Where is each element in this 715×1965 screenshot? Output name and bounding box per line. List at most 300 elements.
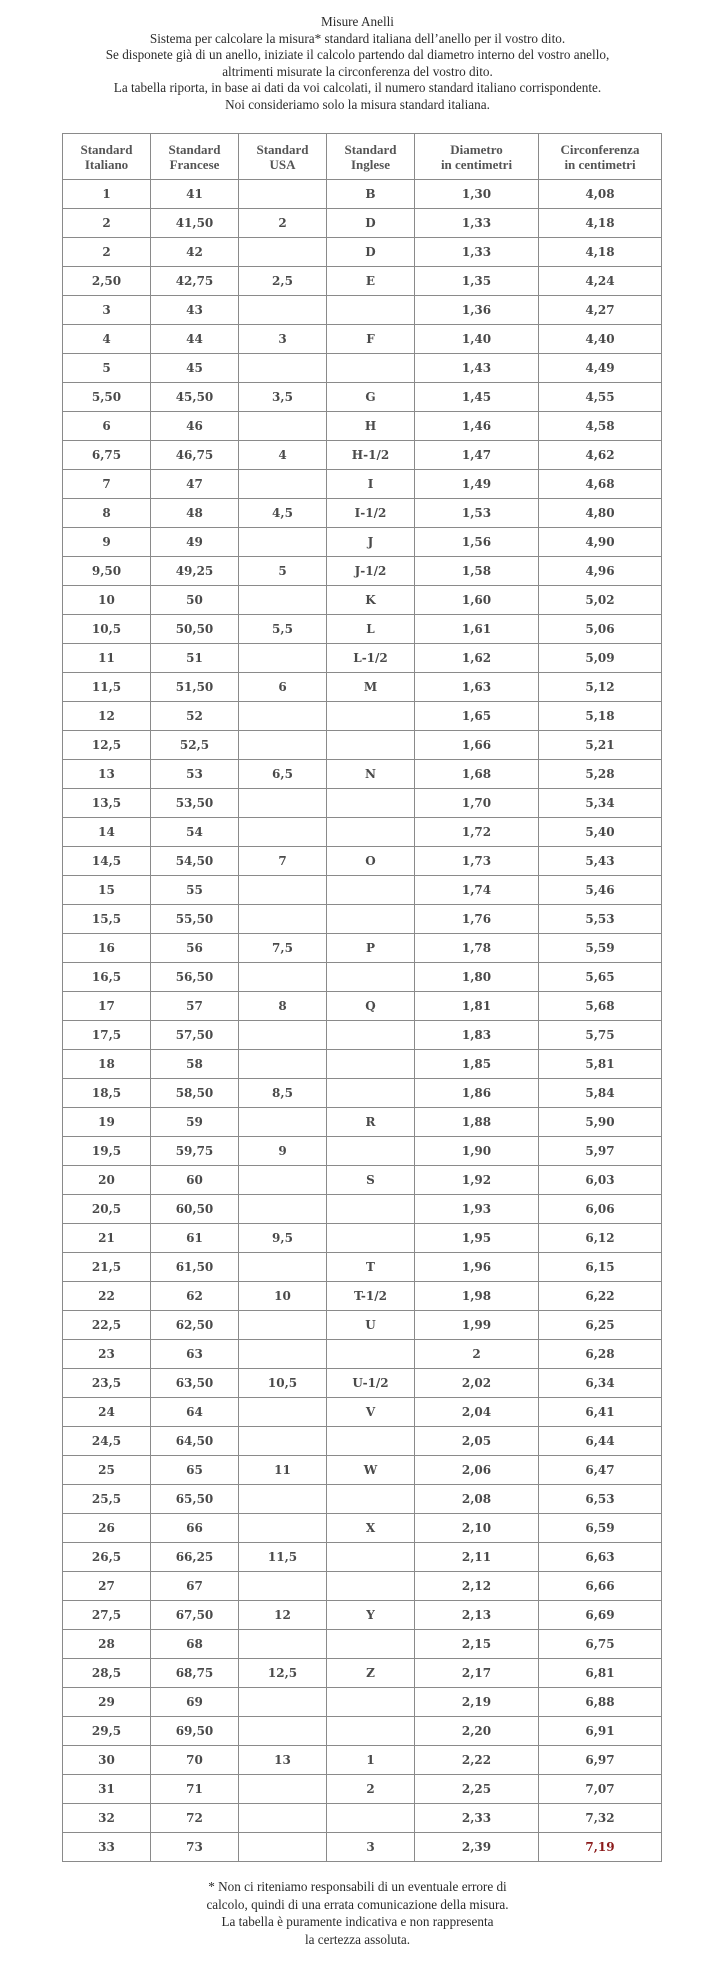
table-cell [327,1543,415,1572]
table-cell [239,1804,327,1833]
column-header-line: Inglese [351,156,390,172]
table-cell: 23 [63,1340,151,1369]
intro-line: Sistema per calcolare la misura* standard italiana dell’anello per il vostro dito. [149,30,566,46]
table-cell: 48 [151,499,239,528]
table-cell: 12,5 [63,731,151,760]
table-cell: 67 [151,1572,239,1601]
table-cell: 65 [151,1456,239,1485]
table-cell: 3,5 [239,383,327,412]
table-cell: 1,80 [415,963,539,992]
table-cell: 11,5 [63,673,151,702]
table-cell: T-1/2 [327,1282,415,1311]
table-cell: G [327,383,415,412]
table-cell [239,1253,327,1282]
table-row [63,412,662,441]
table-cell: 5,84 [539,1079,662,1108]
table-cell: 5,59 [539,934,662,963]
intro-line: Se disponete già di un anello, iniziate il calcolo partendo dal diametro interno del vostro anello, [105,47,610,62]
table-cell: 58,50 [151,1079,239,1108]
table-cell: 9 [239,1137,327,1166]
table-cell: Q [327,992,415,1021]
table-cell: 6,15 [539,1253,662,1282]
table-row [63,702,662,731]
table-row [63,847,662,876]
table-cell [239,1572,327,1601]
table-cell: V [327,1398,415,1427]
table-cell [239,1688,327,1717]
table-cell: I-1/2 [327,499,415,528]
table-cell: 50 [151,586,239,615]
table-cell [239,528,327,557]
table-row [63,1514,662,1543]
table-cell: 13 [239,1746,327,1775]
table-cell: 10 [63,586,151,615]
table-cell: 67,50 [151,1601,239,1630]
table-cell: 2,02 [415,1369,539,1398]
table-cell: 14,5 [63,847,151,876]
table-cell: 6,88 [539,1688,662,1717]
table-cell: 4,27 [539,296,662,325]
table-cell [239,1340,327,1369]
table-cell: 6,28 [539,1340,662,1369]
table-cell: 1,86 [415,1079,539,1108]
table-cell: 23,5 [63,1369,151,1398]
table-cell: 68,75 [151,1659,239,1688]
table-cell: 50,50 [151,615,239,644]
table-cell: 1,95 [415,1224,539,1253]
table-cell: 4,62 [539,441,662,470]
table-cell: K [327,586,415,615]
table-cell: 7,07 [539,1775,662,1804]
table-row [63,383,662,412]
column-header [327,134,415,180]
table-cell: 12 [63,702,151,731]
disclaimer-line: La tabella è puramente indicativa e non rappresenta [221,1914,494,1929]
table-cell [327,1485,415,1514]
table-cell: 4,58 [539,412,662,441]
table-row [63,1282,662,1311]
table-cell [239,818,327,847]
table-cell: 10 [239,1282,327,1311]
table-cell: 5,28 [539,760,662,789]
table-cell [327,818,415,847]
table-cell: 1,85 [415,1050,539,1079]
table-cell [327,963,415,992]
table-cell: 5,90 [539,1108,662,1137]
table-cell: 6,5 [239,760,327,789]
table-cell: 18 [63,1050,151,1079]
table-cell: 6 [239,673,327,702]
table-cell: 1,81 [415,992,539,1021]
table-cell: P [327,934,415,963]
table-cell: U-1/2 [327,1369,415,1398]
table-cell: 70 [151,1746,239,1775]
table-cell: 2 [239,209,327,238]
table-cell: 5,02 [539,586,662,615]
table-cell: 1,63 [415,673,539,702]
table-row [63,1717,662,1746]
table-cell [239,1717,327,1746]
table-cell: 1,49 [415,470,539,499]
table-cell: 1,66 [415,731,539,760]
table-cell: 46 [151,412,239,441]
table-row [63,992,662,1021]
table-cell: 4 [63,325,151,354]
table-row [63,1137,662,1166]
table-cell: E [327,267,415,296]
table-row [63,876,662,905]
table-cell: 6,47 [539,1456,662,1485]
table-cell: 16 [63,934,151,963]
table-row [63,1166,662,1195]
column-header [63,134,151,180]
table-row [63,615,662,644]
table-cell: 6,69 [539,1601,662,1630]
table-cell [327,1137,415,1166]
table-cell: 6,41 [539,1398,662,1427]
table-cell: 62,50 [151,1311,239,1340]
table-cell: 5,68 [539,992,662,1021]
table-cell: 6,44 [539,1427,662,1456]
table-cell: 4,96 [539,557,662,586]
table-cell: 2,17 [415,1659,539,1688]
table-cell: 71 [151,1775,239,1804]
table-row [63,1804,662,1833]
table-cell: 49 [151,528,239,557]
table-cell: 24,5 [63,1427,151,1456]
page-title: Misure Anelli [321,14,394,29]
table-cell: 69 [151,1688,239,1717]
table-cell: R [327,1108,415,1137]
table-cell: 69,50 [151,1717,239,1746]
table-cell: 17,5 [63,1021,151,1050]
table-cell: 4 [239,441,327,470]
table-cell: 4,18 [539,209,662,238]
table-cell [239,1108,327,1137]
table-cell: 5,21 [539,731,662,760]
table-cell: 1,78 [415,934,539,963]
table-row [63,1659,662,1688]
table-cell: 66,25 [151,1543,239,1572]
table-cell: 8 [239,992,327,1021]
table-cell: 4,5 [239,499,327,528]
table-cell: D [327,209,415,238]
table-row [63,1311,662,1340]
table-row [63,470,662,499]
table-cell: J-1/2 [327,557,415,586]
table-cell: 19 [63,1108,151,1137]
table-cell [239,789,327,818]
table-cell: 33 [63,1833,151,1862]
table-cell [239,1050,327,1079]
column-header-line: in centimetri [564,156,636,172]
table-cell: 5,40 [539,818,662,847]
table-cell [239,1630,327,1659]
table-cell: 11 [239,1456,327,1485]
table-cell: 2 [63,209,151,238]
table-cell: 15,5 [63,905,151,934]
column-header-line: Standard [80,141,133,157]
table-cell [327,296,415,325]
table-cell: 4,18 [539,238,662,267]
table-cell: 59,75 [151,1137,239,1166]
table-cell: U [327,1311,415,1340]
table-row [63,934,662,963]
intro-line: altrimenti misurate la circonferenza del vostro dito. [222,63,493,79]
table-cell: 53,50 [151,789,239,818]
table-cell: 25 [63,1456,151,1485]
table-cell: 57 [151,992,239,1021]
table-cell: 1,40 [415,325,539,354]
column-header-line: Diametro [450,141,503,157]
table-cell: 1,43 [415,354,539,383]
table-cell [239,354,327,383]
table-cell: 27,5 [63,1601,151,1630]
table-row [63,1688,662,1717]
table-cell: 7,32 [539,1804,662,1833]
table-cell: 5,43 [539,847,662,876]
table-cell: 43 [151,296,239,325]
disclaimer [0,1878,715,1948]
table-row [63,963,662,992]
table-cell: 55,50 [151,905,239,934]
disclaimer-line: * Non ci riteniamo responsabili di un eventuale errore di [208,1879,507,1894]
table-cell: 1 [327,1746,415,1775]
table-cell: 2 [415,1340,539,1369]
table-cell: 5,5 [239,615,327,644]
table-cell: 11 [63,644,151,673]
table-row [63,905,662,934]
table-cell: 52 [151,702,239,731]
table-cell: 64 [151,1398,239,1427]
table-cell: 29 [63,1688,151,1717]
table-cell: 1,33 [415,238,539,267]
table-cell: 20 [63,1166,151,1195]
table-cell: I [327,470,415,499]
column-header-line: Standard [168,141,221,157]
table-cell [239,180,327,209]
table-cell: 1,36 [415,296,539,325]
table-cell: 7,5 [239,934,327,963]
table-cell: 65,50 [151,1485,239,1514]
table-cell: 1,46 [415,412,539,441]
table-cell: 52,5 [151,731,239,760]
table-cell: 15 [63,876,151,905]
table-cell: 1,61 [415,615,539,644]
table-cell: 66 [151,1514,239,1543]
table-cell: 1 [63,180,151,209]
table-row [63,1108,662,1137]
table-cell: 4,08 [539,180,662,209]
column-header-line: Standard [256,141,309,157]
table-cell: Y [327,1601,415,1630]
table-cell: 59 [151,1108,239,1137]
table-cell: 5,46 [539,876,662,905]
table-row [63,1746,662,1775]
table-cell: 44 [151,325,239,354]
table-cell: 3 [239,325,327,354]
table-cell: 21,5 [63,1253,151,1282]
table-cell: X [327,1514,415,1543]
table-cell: 1,35 [415,267,539,296]
table-cell [327,1804,415,1833]
table-cell: 1,99 [415,1311,539,1340]
table-cell [327,731,415,760]
table-cell: 61 [151,1224,239,1253]
table-cell: 5,06 [539,615,662,644]
table-cell: 21 [63,1224,151,1253]
table-cell: 45 [151,354,239,383]
table-cell: 1,45 [415,383,539,412]
table-cell [239,1021,327,1050]
table-cell: 2 [63,238,151,267]
table-cell: T [327,1253,415,1282]
table-cell [239,296,327,325]
table-row [63,238,662,267]
table-cell: L [327,615,415,644]
column-header [539,134,662,180]
table-cell: S [327,1166,415,1195]
column-header [239,134,327,180]
table-row [63,209,662,238]
table-cell: 4,90 [539,528,662,557]
table-cell [239,905,327,934]
table-cell: 54 [151,818,239,847]
table-cell: 13,5 [63,789,151,818]
table-cell: F [327,325,415,354]
table-cell: 9,50 [63,557,151,586]
table-cell: 6,53 [539,1485,662,1514]
table-cell: 26,5 [63,1543,151,1572]
table-cell [327,1630,415,1659]
table-cell: 1,88 [415,1108,539,1137]
table-cell: 1,83 [415,1021,539,1050]
table-cell [327,905,415,934]
table-cell: 18,5 [63,1079,151,1108]
table-cell: 14 [63,818,151,847]
column-header-line: Francese [169,156,220,172]
table-cell [239,702,327,731]
table-cell: 29,5 [63,1717,151,1746]
table-cell: 6,25 [539,1311,662,1340]
table-cell: 1,93 [415,1195,539,1224]
table-cell: 13 [63,760,151,789]
table-row [63,731,662,760]
table-row [63,1572,662,1601]
table-cell [239,1833,327,1862]
table-cell [327,1079,415,1108]
table-cell: 5,65 [539,963,662,992]
table-cell: 2,08 [415,1485,539,1514]
table-cell: 6,12 [539,1224,662,1253]
table-cell: 8 [63,499,151,528]
table-cell: 5,75 [539,1021,662,1050]
table-cell: 6,63 [539,1543,662,1572]
table-cell: 6,91 [539,1717,662,1746]
table-cell: 55 [151,876,239,905]
table-cell: 62 [151,1282,239,1311]
table-row [63,441,662,470]
table-cell [327,1224,415,1253]
table-cell: 53 [151,760,239,789]
table-cell: D [327,238,415,267]
table-cell: 5,09 [539,644,662,673]
table-row [63,1079,662,1108]
table-cell [327,1427,415,1456]
table-cell: 2,13 [415,1601,539,1630]
table-row [63,1630,662,1659]
table-row [63,1050,662,1079]
table-cell [327,1340,415,1369]
table-cell: 4,24 [539,267,662,296]
table-cell: 20,5 [63,1195,151,1224]
table-cell: 6,75 [539,1630,662,1659]
table-cell: 32 [63,1804,151,1833]
table-row [63,1224,662,1253]
table-cell [239,238,327,267]
table-cell [327,702,415,731]
table-cell [239,1775,327,1804]
table-cell: 1,73 [415,847,539,876]
table-cell [239,1166,327,1195]
table-cell: 6,81 [539,1659,662,1688]
table-cell: 12,5 [239,1659,327,1688]
table-cell: 9,5 [239,1224,327,1253]
table-row [63,1543,662,1572]
table-cell: 7,19 [539,1833,662,1862]
table-cell: 31 [63,1775,151,1804]
table-cell: 12 [239,1601,327,1630]
table-cell: 6,66 [539,1572,662,1601]
table-cell [239,731,327,760]
table-cell: 22,5 [63,1311,151,1340]
table-cell: 1,60 [415,586,539,615]
table-cell: 72 [151,1804,239,1833]
table-cell: 30 [63,1746,151,1775]
table-cell: 6,34 [539,1369,662,1398]
table-cell [239,1514,327,1543]
table-cell: 1,90 [415,1137,539,1166]
table-cell: 19,5 [63,1137,151,1166]
table-cell: 1,68 [415,760,539,789]
table-cell: 1,70 [415,789,539,818]
table-cell [327,1195,415,1224]
table-cell: 58 [151,1050,239,1079]
table-cell [327,1688,415,1717]
table-cell: 6,59 [539,1514,662,1543]
table-row [63,1601,662,1630]
table-cell: 2,10 [415,1514,539,1543]
table-cell: 28,5 [63,1659,151,1688]
table-cell [239,1398,327,1427]
table-cell: 61,50 [151,1253,239,1282]
table-cell: 41 [151,180,239,209]
table-cell: 8,5 [239,1079,327,1108]
intro-line: Noi consideriamo solo la misura standard italiana. [225,96,490,112]
table-cell [327,1572,415,1601]
disclaimer-line: la certezza assoluta. [304,1931,411,1947]
table-cell: B [327,180,415,209]
table-row [63,1021,662,1050]
table-row [63,528,662,557]
intro-line: La tabella riporta, in base ai dati da voi calcolati, il numero standard italiano corrispondente. [113,80,602,95]
table-cell: O [327,847,415,876]
table-row [63,354,662,383]
table-cell: 2,11 [415,1543,539,1572]
table-cell: 42,75 [151,267,239,296]
table-cell: 5,12 [539,673,662,702]
table-cell: 5,53 [539,905,662,934]
